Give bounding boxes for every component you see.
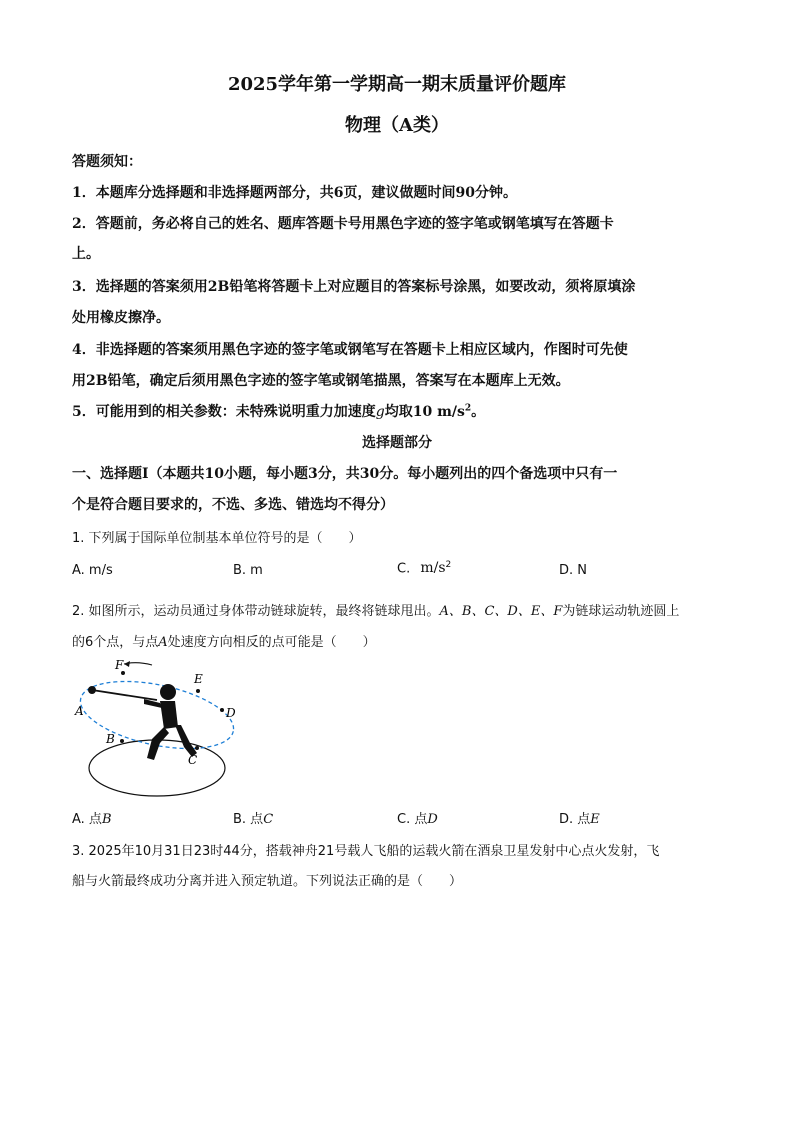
label-a: A [75,704,84,718]
q2-option-c-prefix: C. 点 [397,812,428,827]
point-e [196,689,200,693]
section-heading-a: 一、选择题Ⅰ（本题共10小题，每小题3分，共30分。每小题列出的四个备选项中只有一 [72,466,618,482]
q3-stem-line-2: 船与火箭最终成功分离并进入预定轨道。下列说法正确的是（ ） [72,874,463,889]
label-e: E [194,672,203,686]
q2-option-a-prefix: A. 点 [72,812,102,827]
q2-option-d-var: E [590,812,600,827]
notice-item-5-pre: 5．可能用到的相关参数：未特殊说明重力加速度 [72,404,376,420]
q1-option-c-sup: 2 [445,560,452,570]
label-c: C [188,753,198,767]
q2-stem-b1: 的6个点，与点 [72,635,159,650]
exam-subtitle: 物理（A类） [345,115,449,136]
q1-option-d: D. N [559,563,587,578]
q2-stem-point-a: A [158,635,168,650]
notice-item-2b: 上。 [72,246,100,262]
q2-stem-a2: 为链球运动轨迹圆上 [562,604,680,619]
gravity-symbol: g [375,404,385,420]
point-d [220,708,224,712]
q1-stem: 1. 下列属于国际单位制基本单位符号的是（ ） [72,531,362,546]
notice-item-1: 1．本题库分选择题和非选择题两部分，共6页，建议做题时间90分钟。 [72,185,517,201]
point-b [120,739,124,743]
q2-option-a-var: B [101,812,112,827]
q2-stem-point-list: A、B、C、D、E、F [439,604,563,619]
q2-stem-b2: 处速度方向相反的点可能是（ ） [167,635,376,650]
notice-item-3a: 3．选择题的答案须用2B铅笔将答题卡上对应题目的答案标号涂黑，如要改动，须将原填涂 [72,279,636,295]
notice-item-5 [72,401,485,421]
section-heading-b: 个是符合题目要求的，不选、多选、错选均不得分） [72,497,394,513]
q2-stem-line-1 [72,600,679,619]
label-f: F [115,658,124,672]
q1-option-a: A. m/s [72,563,113,578]
q1-option-c [397,560,451,576]
notice-item-5-end: 。 [471,404,486,420]
q2-stem-line-2 [72,631,376,650]
q2-option-c-var: D [427,812,438,827]
hammer-wire [92,690,157,700]
q1-option-c-prefix: C. [397,561,411,577]
q1-option-b: B. m [233,563,263,578]
q2-option-d [559,808,600,827]
q2-option-b [233,808,273,827]
notice-item-4b: 用2B铅笔，确定后须用黑色字迹的签字笔或钢笔描黑，答案写在本题库上无效。 [72,373,570,389]
hammer-ball [88,686,96,694]
q2-stem-a1: 2. 如图所示，运动员通过身体带动链球旋转，最终将链球甩出。 [72,604,440,619]
q2-option-d-prefix: D. 点 [559,812,591,827]
notice-item-2a: 2．答题前，务必将自己的姓名、题库答题卡号用黑色字迹的签字笔或钢笔填写在答题卡 [72,216,614,232]
section-title: 选择题部分 [362,435,432,451]
notice-item-4a: 4．非选择题的答案须用黑色字迹的签字笔或钢笔写在答题卡上相应区域内，作图时可先使 [72,342,628,358]
notice-item-5-sup: 2 [464,403,472,414]
point-c [195,746,199,750]
q2-option-a [72,808,112,827]
notice-heading: 答题须知： [72,154,142,170]
q2-option-c [397,808,438,827]
q2-option-b-var: C [263,812,274,827]
q2-option-b-prefix: B. 点 [233,812,264,827]
label-d: D [226,706,236,720]
rotation-arrow-head [124,661,130,667]
hammer-throw-figure [72,655,242,800]
notice-item-3b: 处用橡皮擦净。 [72,310,170,326]
athlete-silhouette [144,684,197,760]
exam-title: 2025学年第一学期高一期末质量评价题库 [227,74,567,95]
q1-option-c-unit: m/s [420,560,446,577]
q3-stem-line-1: 3. 2025年10月31日23时44分，搭载神舟21号载人飞船的运载火箭在酒泉卫星发射中心点火发射，飞 [72,844,660,859]
notice-item-5-mid: 均取10 m/s [384,404,465,420]
label-b: B [106,732,115,746]
